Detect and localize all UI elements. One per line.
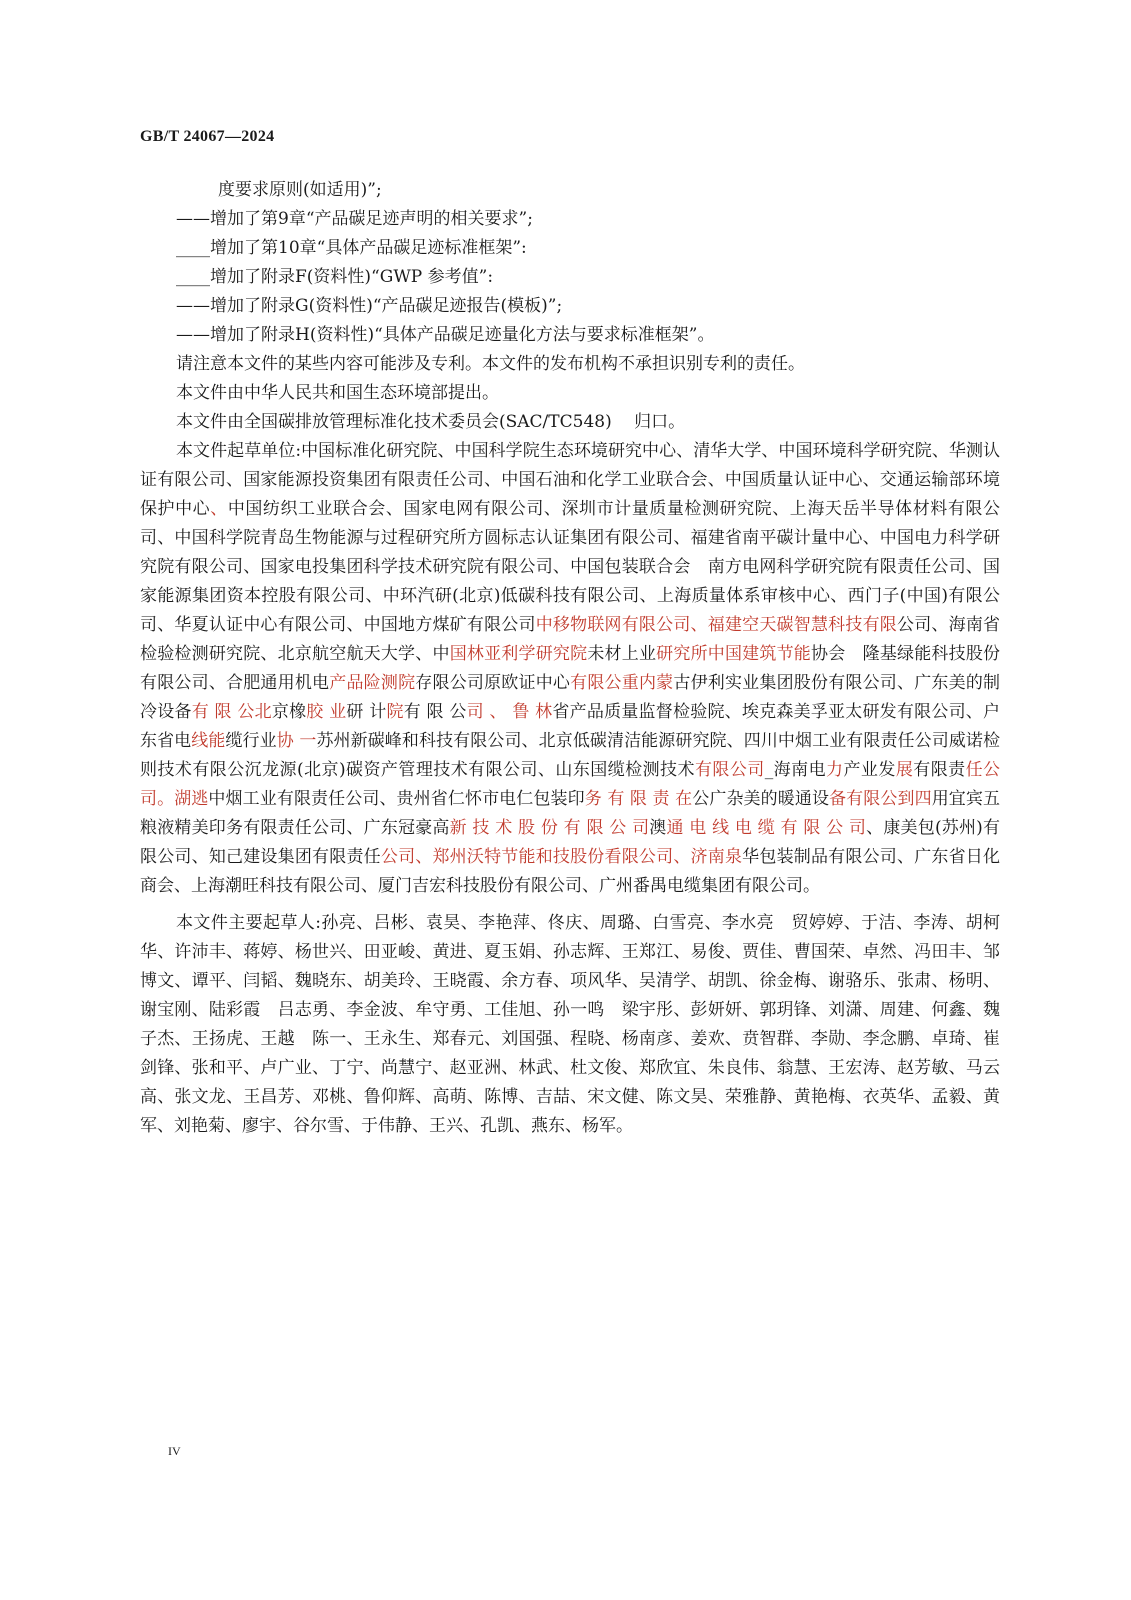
- text-segment: 本文件起草单位:中国标准化研究院、中国科学院生态环境研究中心、清华大学、中国环境科学研究院、华测认证有限公司、国家能源投资集团有限责任公司、中国石油和化学工业联合会、中国质量认证中心、交通运输部环境保护中心: [140, 441, 1000, 519]
- text-segment: 中烟工业有限责任公司、贵州省仁怀市电仁包装印: [208, 789, 585, 809]
- text-segment: 省产品质量监督检验院、埃克森美孚亚太研发有限公司、户东省电: [140, 702, 1001, 751]
- list-item: [140, 176, 1000, 205]
- highlighted-text-segment: 司 、 鲁 林: [466, 702, 553, 722]
- list-item: [140, 292, 1000, 321]
- list-prefix: ——: [176, 296, 210, 316]
- highlighted-text-segment: 新 技 术 股 份 有 限 公 司: [449, 818, 650, 838]
- text-segment: 协会 隆基绿能科技股份有限公司、合肥通用机电: [140, 644, 1001, 693]
- list-item-text: 增加了附录G(资料性)“产品碳足迹报告(模板)”;: [210, 296, 563, 316]
- text-segment: 存限公司原欧证中心: [415, 673, 571, 693]
- highlighted-text-segment: 研究所中国建筑节能: [656, 644, 811, 664]
- highlighted-text-segment: 国林亚利学研究院: [449, 644, 588, 664]
- list-prefix: ____: [176, 267, 210, 287]
- text-segment: 有限责: [913, 760, 966, 780]
- list-item-text: 增加了第9章“产品碳足迹声明的相关要求”;: [210, 209, 533, 229]
- highlighted-text-segment: 公司、郑州沃特节能和技股份看限公司、济南泉: [380, 847, 743, 867]
- highlighted-text-segment: 通 电 线 电 缆 有 限 公 司: [666, 818, 867, 838]
- text-segment: 缆行业: [225, 731, 277, 751]
- list-item-text: 增加了附录H(资料性)“具体产品碳足迹量化方法与要求标准框架”。: [210, 325, 715, 345]
- proposer-note: 本文件由中华人民共和国生态环境部提出。: [176, 383, 499, 403]
- highlighted-text-segment: 有限公司: [694, 760, 765, 780]
- text-segment: _海南电: [764, 760, 827, 780]
- drafters-paragraph: 本文件主要起草人:孙亮、吕彬、袁昊、李艳萍、佟庆、周璐、白雪亮、李水亮 贸婷婷、于洁、李涛、胡柯华、许沛丰、蒋婷、杨世兴、田亚峻、黄进、夏玉娟、孙志辉、王郑江、易俊、贾佳、曹国荣、卓然、冯田丰、邹博文、谭平、闫韬、魏晓东、胡美玲、王晓霞、余方春、项风华、吴清学、胡凯、徐金梅、谢骆乐、张肃、杨明、谢宝刚、陆彩霞 吕志勇、李金波、牟守勇、工佳旭、孙一鸣 梁宇彤、彭妍妍、郭玥锋、刘潇、周建、何鑫、魏子杰、王扬虎、王越 陈一、王永生、郑春元、刘国强、程晓、杨南彦、姜欢、贲智群、李勋、李念鹏、卓琦、崔剑锋、张和平、卢广业、丁宁、尚慧宁、赵亚洲、林武、杜文俊、郑欣宜、朱良伟、翁慧、王宏涛、赵芳敏、马云高、张文龙、王昌芳、邓桃、鲁仰辉、高萌、陈博、吉喆、宋文健、陈文昊、荣雅静、黄艳梅、衣英华、孟毅、黄军、刘艳菊、廖宇、谷尔雪、于伟静、王兴、孔凯、燕东、杨军。: [140, 913, 1000, 1136]
- text-segment: 公广杂美的暖通设: [692, 789, 830, 809]
- foreword-body: [140, 176, 1000, 1141]
- highlighted-text-segment: 有 限 公北: [191, 702, 272, 722]
- highlighted-text-segment: 备有限公到四: [829, 789, 932, 809]
- highlighted-text-segment: 院: [386, 702, 404, 722]
- text-segment: 中国纺织工业联合会、国家电网有限公司、深圳市计量质量检测研究院、上海天岳半导体材料有限公司、中国科学院青岛生物能源与过程研究所方圆标志认证集团有限公司、福建省南平碳计量中心、中国电力科学研究院有限公司、国家电投集团科学技术研究院有限公司、中国包装联合会 南方电网科学研究院有限责任公司、国家能源集团资本控股有限公司、中环汽研(北京)低碳科技有限公司、上海质量体系审核中心、西门子(中国)有限公司、华夏认证中心有限公司、中国地方煤矿有限公司: [140, 499, 1000, 635]
- text-segment: 苏州新碳峰和科技有限公司、北京低碳清洁能源研究院、四川中烟工业有限责任公司威诺检则技术有限公沉龙源(北京)碳资产管理技术有限公司、山东国缆检测技术: [140, 731, 1001, 780]
- centralized-note: 本文件由全国碳排放管理标准化技术委员会(SAC/TC548) 归口。: [176, 412, 686, 432]
- highlighted-text-segment: 线能: [191, 731, 226, 751]
- standard-number: GB/T 24067—2024: [140, 128, 275, 145]
- list-item-text: 度要求原则(如适用)”;: [218, 180, 382, 200]
- list-item: [140, 321, 1000, 350]
- text-segment: 有 限 公: [403, 702, 467, 722]
- text-segment: 华包装制品有限公司、广东省日化商会、上海潮旺科技有限公司、厦门吉宏科技股份有限公司、广州番禺电缆集团有限公司。: [140, 847, 1001, 896]
- list-prefix: ——: [176, 209, 210, 229]
- text-segment: 古伊利实业集团股份有限公司、广东美的制冷设备: [140, 673, 1001, 722]
- text-segment: 京橡: [271, 702, 307, 722]
- highlighted-text-segment: 胶 业: [306, 702, 347, 722]
- highlighted-text-segment: 有限公重内蒙: [570, 673, 674, 693]
- text-segment: 澳: [649, 818, 667, 838]
- text-segment: 产业发: [843, 760, 896, 780]
- list-item-text: 增加了第10章“具体产品碳足迹标准框架”:: [210, 238, 527, 258]
- list-prefix: ____: [176, 238, 210, 258]
- text-segment: 研 计: [346, 702, 387, 722]
- list-prefix: ——: [176, 325, 210, 345]
- patent-note: 请注意本文件的某些内容可能涉及专利。本文件的发布机构不承担识别专利的责任。: [176, 354, 805, 374]
- highlighted-text-segment: 产品险测院: [329, 673, 416, 693]
- highlighted-text-segment: 务 有 限 责 在: [584, 789, 693, 809]
- text-segment: 用宜宾五粮液精美印务有限责任公司、广东冠豪高: [140, 789, 1001, 838]
- list-item: [140, 234, 1000, 263]
- text-segment: 、康美包(苏州)有限公司、知己建设集团有限责任: [140, 818, 1001, 867]
- highlighted-text-segment: 中移物联网有限公司、福建空天碳智慧科技有限: [535, 615, 897, 635]
- text-segment: 未材上业: [587, 644, 657, 664]
- highlighted-text-segment: 任公司。湖逃: [140, 760, 1001, 809]
- highlighted-text-segment: 协 一: [276, 731, 317, 751]
- list-item: [140, 205, 1000, 234]
- page-number: IV: [168, 1444, 181, 1458]
- list-item: [140, 263, 1000, 292]
- drafting-units-paragraph: [140, 437, 1000, 901]
- text-segment: 公司、海南省检验检测研究院、北京航空航天大学、中: [140, 615, 1001, 664]
- highlighted-text-segment: 、: [210, 499, 228, 519]
- highlighted-text-segment: 力: [826, 760, 844, 780]
- highlighted-text-segment: 展: [895, 760, 914, 780]
- list-item-text: 增加了附录F(资料性)“GWP 参考值”:: [210, 267, 494, 287]
